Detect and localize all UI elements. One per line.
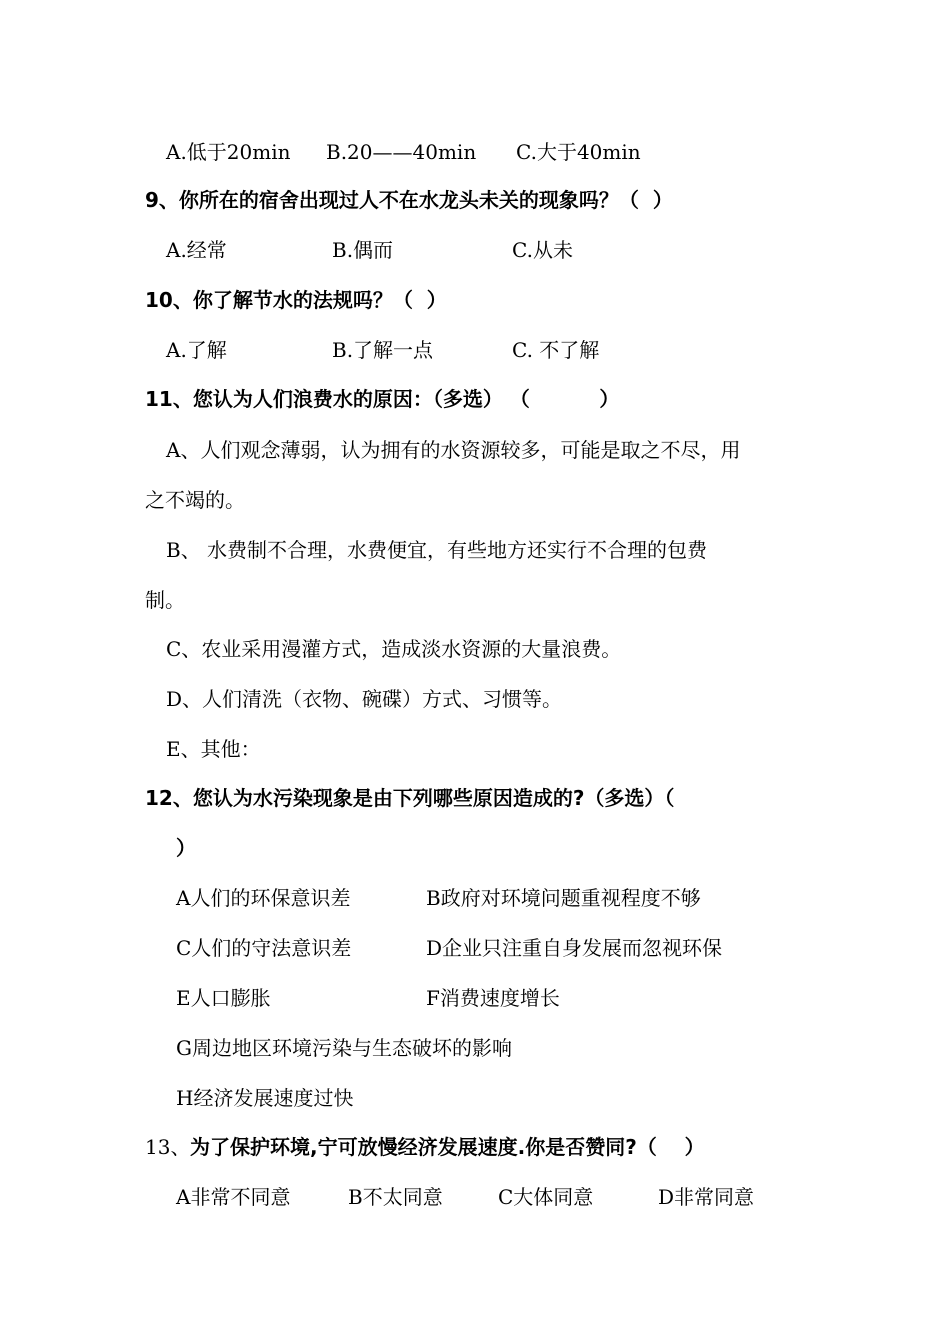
q12-option-f: F消费速度增长: [426, 986, 560, 1010]
q11-option-a-line1: A、人们观念薄弱，认为拥有的水资源较多，可能是取之不尽，用: [166, 438, 741, 462]
q9-question: 9、你所在的宿舍出现过人不在水龙头未关的现象吗？（ ）: [145, 188, 673, 212]
q11-question: 11、您认为人们浪费水的原因：（多选） （ ）: [145, 387, 620, 411]
q12-option-h: H经济发展速度过快: [176, 1086, 354, 1110]
q12-option-d: D企业只注重自身发展而忽视环保: [426, 936, 723, 960]
q12-option-b: B政府对环境问题重视程度不够: [426, 886, 701, 910]
q12-question-line1: 12、您认为水污染现象是由下列哪些原因造成的?（多选）（: [145, 786, 675, 810]
q12-option-g: G周边地区环境污染与生态破坏的影响: [176, 1036, 512, 1060]
q8-option-a: A.低于20min: [166, 140, 291, 164]
q8-option-c: C.大于40min: [516, 140, 641, 164]
q10-question: 10、你了解节水的法规吗？（ ）: [145, 288, 447, 312]
q12-option-a: A人们的环保意识差: [176, 886, 351, 910]
q11-option-b-line1: B、 水费制不合理，水费便宜，有些地方还实行不合理的包费: [166, 538, 708, 562]
q8-option-b: B.20——40min: [326, 140, 477, 164]
q11-option-e: E、其他：: [166, 737, 261, 761]
q12-option-e: E人口膨胀: [176, 986, 271, 1010]
q9-option-c: C.从未: [512, 238, 573, 262]
q11-option-a-line2: 之不竭的。: [145, 488, 245, 512]
q13-question: 为了保护环境,宁可放慢经济发展速度.你是否赞同?（ ）: [190, 1135, 705, 1159]
q13-number: 13、: [145, 1135, 191, 1159]
q13-option-a: A非常不同意: [176, 1185, 291, 1209]
q11-option-c: C、农业采用漫灌方式，造成淡水资源的大量浪费。: [166, 637, 622, 661]
q13-option-b: B不太同意: [348, 1185, 443, 1209]
q13-option-c: C大体同意: [498, 1185, 594, 1209]
q11-option-d: D、人们清洗（衣物、碗碟）方式、习惯等。: [166, 687, 563, 711]
q10-option-a: A.了解: [166, 338, 227, 362]
q10-option-c: C. 不了解: [512, 338, 600, 362]
q11-option-b-line2: 制。: [145, 588, 185, 612]
q9-option-a: A.经常: [166, 238, 227, 262]
q9-option-b: B.偶而: [332, 238, 394, 262]
q13-option-d: D非常同意: [658, 1185, 755, 1209]
q12-question-line2: ）: [176, 836, 196, 860]
q12-option-c: C人们的守法意识差: [176, 936, 352, 960]
q10-option-b: B.了解一点: [332, 338, 434, 362]
